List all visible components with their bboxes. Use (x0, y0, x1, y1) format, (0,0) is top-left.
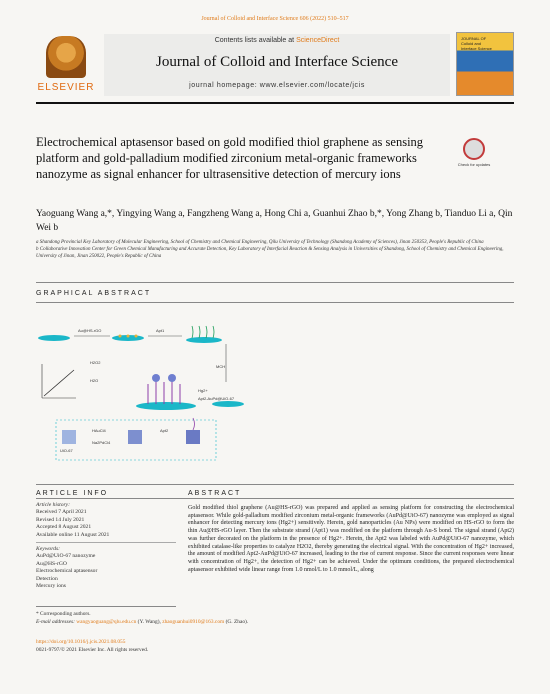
divider (36, 302, 514, 303)
label-mch: MCH (216, 364, 226, 369)
au-particle (127, 335, 130, 338)
auPd-particle (152, 374, 160, 382)
email-link[interactable]: zhaoguanhui0910@163.com (162, 619, 225, 625)
history-label: Article history: (36, 502, 71, 508)
keyword: AuPd@UiO-67 nanozyme (36, 553, 96, 560)
email-line (36, 618, 514, 626)
keywords-label: Keywords: (36, 546, 61, 553)
divider (36, 606, 176, 607)
label-napd: Na2PdCl4 (92, 440, 111, 445)
apt2-strands (148, 380, 180, 404)
divider (36, 282, 514, 283)
abstract-text: Gold modified thiol graphene (Au@HS-rGO) was prepared and applied as sensing platform for constructing the electrochemical aptasensor. While gold-palladium modified zirconium metal-organic frameworks (AuPd@UiO-67) nanozyme was employed as signal enhancer for detecting mercury ions (Hg2+) sensitively. Herein, gold nanoparticles (Au NPs) were modified on HS-rGO to form the thin Au@HS-rGO layer. Then the substrate strand (Apt1) was modified on the platform through Au-S bond. The signal strand (Apt2) was further decorated on the platform in the presence of Hg2+. Herein, the Apt2 was labeled with AuPd@UiO-67 nanozyme, which exhibited catalase-like properties to catalyze H2O2, thereby generating the electrical signal. With the concentration of Hg2+ increased, the amount of modified Apt2-AuPd@UiO-67 increased, leading to the rise of current response. Since the current responses were linear with concentration of Hg2+, the detection of Hg2+ can be achieved. Under the optimum conditions, the prepared electrochemical aptasensor exhibited wide linear range from 1.0 nmol/L to 1.0 mmol/L, along (188, 505, 514, 573)
abstract-heading: ABSTRACT (188, 490, 242, 497)
divider (36, 498, 514, 499)
label-apt2b: Apt2 (160, 428, 169, 433)
label-hg: Hg2+ (198, 388, 208, 393)
label-auhs: Au@HS-rGO (78, 328, 102, 333)
label-apt1: Apt1 (156, 328, 165, 333)
affiliation-a: a Shandong Provincial Key Laboratory of Molecular Engineering, School of Chemistry and Chemical Engineering, Qilu University of Technology (Shandong Academy of Sciences), Jinan 250353, People's Republic of China (36, 240, 484, 245)
article-title: Electrochemical aptasensor based on gold modified thiol graphene as sensing platform and gold-palladium modified zirconium metal-organic frameworks nanozyme as signal enhancer for ultrasensitive detection of mercury ions (36, 135, 424, 181)
history-item: Accepted 8 August 2021 (36, 524, 92, 531)
journal-header (36, 30, 514, 104)
auPd-particle (168, 374, 176, 382)
keyword: Detection (36, 575, 58, 582)
keyword: Electrochemical aptasensor (36, 568, 98, 575)
aupd-crystal (128, 430, 142, 444)
journal-citation[interactable]: Journal of Colloid and Interface Science 606 (2022) 510–517 (201, 16, 349, 22)
apt2-aupd-crystal (186, 430, 200, 444)
history-item: Available online 11 August 2021 (36, 531, 110, 538)
publisher-name: ELSEVIER (37, 82, 95, 93)
graph-line (44, 370, 74, 396)
graphical-abstract-figure (36, 320, 256, 472)
check-updates-icon[interactable] (463, 138, 485, 160)
keyword: Au@HS-rGO (36, 560, 67, 567)
history-item: Revised 14 July 2021 (36, 516, 85, 523)
graphical-abstract-heading: GRAPHICAL ABSTRACT (36, 290, 152, 297)
electrode-mch (212, 401, 244, 407)
article-info (36, 502, 176, 590)
contents-line (104, 37, 450, 44)
electrode-apt1 (186, 337, 222, 343)
au-particle (119, 335, 122, 338)
history-item: Received 7 April 2021 (36, 509, 87, 516)
apt1-strands (192, 326, 214, 338)
sciencedirect-link[interactable]: ScienceDirect (296, 37, 340, 44)
corresponding-note: * Corresponding authors. (36, 611, 91, 617)
email-link[interactable]: wangyaoguang@qlu.edu.cn (76, 619, 137, 625)
footnotes (36, 610, 514, 626)
label-uio: UiO-67 (60, 448, 73, 453)
journal-title: Journal of Colloid and Interface Science (156, 54, 398, 70)
journal-cover-image (456, 32, 514, 96)
contents-text: Contents lists available at (214, 37, 295, 44)
copyright: 0021-9797/© 2021 Elsevier Inc. All rights reserved. (36, 647, 149, 653)
email-label: E-mail addresses: (36, 619, 75, 625)
au-particle (135, 335, 138, 338)
uio-crystal (62, 430, 76, 444)
email-owner: (G. Zhao). (225, 619, 249, 625)
email-owner: (Y. Wang), (137, 619, 161, 625)
label-haucl: HAuCl4 (92, 428, 106, 433)
keyword: Mercury ions (36, 583, 66, 590)
doi-block (36, 638, 148, 654)
affiliation-b: b Collaborative Innovation Center for Green Chemical Manufacturing and Accurate Detection, Key Laboratory of Interfacial Reaction & Sensing Analysis in Universities of Shandong, School of Chemistry and Chemical Engineering, University of Jinan, Jinan 250022, People's Republic of China (36, 247, 504, 259)
article-info-heading: ARTICLE INFO (36, 490, 109, 497)
doi-link[interactable]: https://doi.org/10.1016/j.jcis.2021.08.055 (36, 639, 126, 645)
label-h2o: H2O (90, 378, 99, 383)
check-updates-label[interactable]: Check for updates (457, 162, 491, 167)
divider (36, 484, 514, 485)
cover-title: JOURNAL OF Colloid and Interface Science (461, 36, 492, 51)
graphical-abstract-svg (36, 320, 256, 472)
electrode-bare (38, 335, 70, 341)
journal-homepage[interactable]: journal homepage: www.elsevier.com/locate/jcis (189, 82, 365, 89)
divider (36, 542, 176, 543)
elsevier-logo (36, 34, 96, 96)
label-apt2: Apt2-AuPd@UiO-67 (198, 396, 235, 401)
author-list: Yaoguang Wang a,*, Yingying Wang a, Fangzheng Wang a, Hong Chi a, Guanhui Zhao b,*, Yong Zhang b, Tianduo Li a, Qin Wei b (36, 209, 513, 233)
masthead (104, 34, 450, 96)
elsevier-tree-icon (46, 36, 86, 78)
label-h2o2: H2O2 (90, 360, 101, 365)
affiliations (36, 239, 514, 260)
electrode-detection (136, 402, 196, 410)
